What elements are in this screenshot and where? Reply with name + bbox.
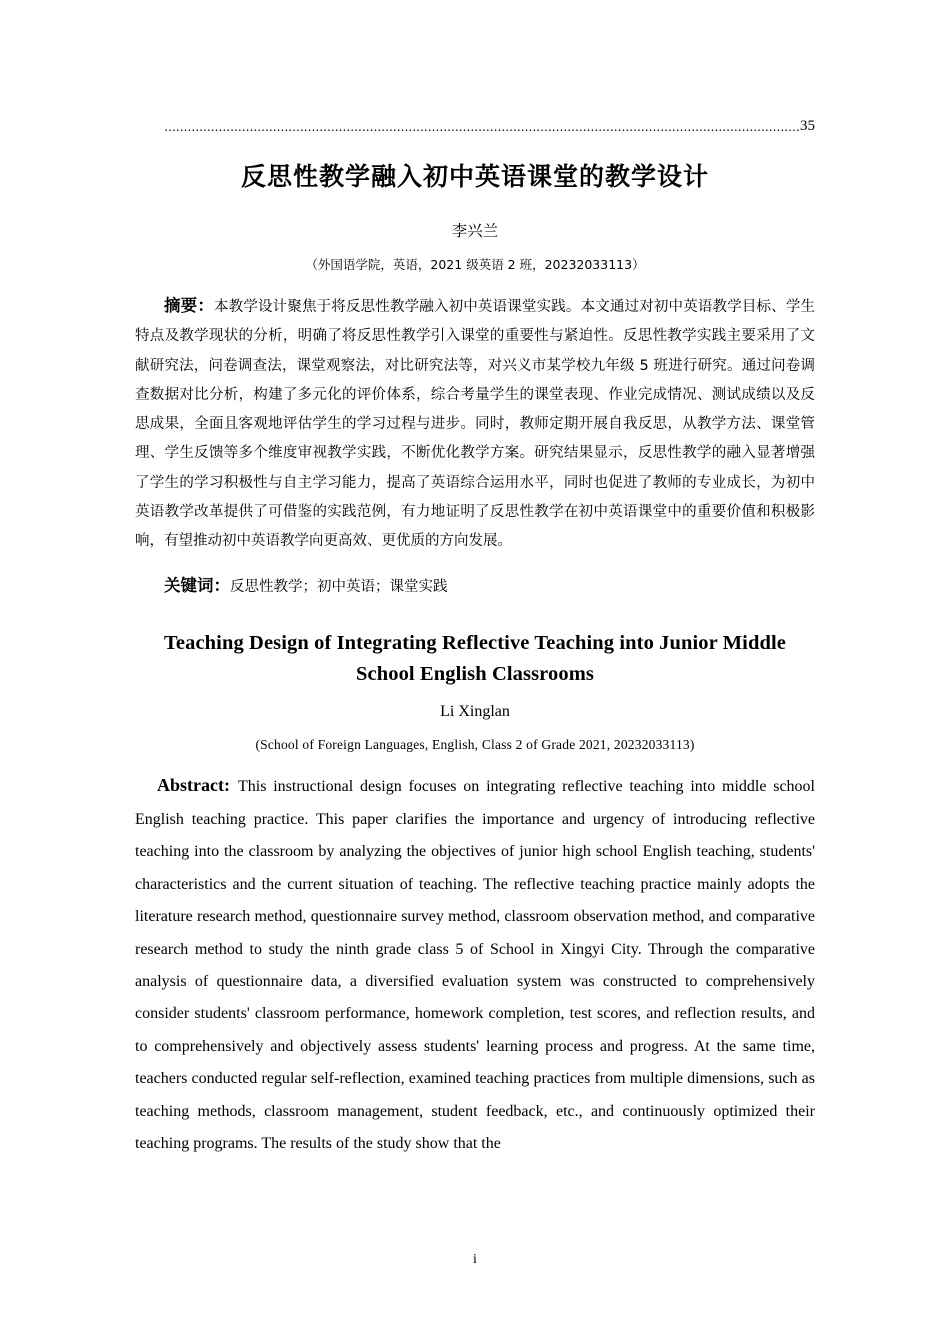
english-title: Teaching Design of Integrating Reflective Teaching into Junior Middle School English Classrooms	[164, 631, 786, 686]
toc-page-number: 35	[800, 118, 815, 134]
page-footer	[0, 1252, 950, 1268]
page-marker: i	[473, 1252, 477, 1267]
chinese-author: 李兴兰	[451, 222, 499, 240]
chinese-affiliation: （外国语学院，英语，2021 级英语 2 班，20232033113）	[305, 257, 645, 272]
chinese-keywords	[135, 569, 815, 602]
toc-dot-leader: ....................................................................................................................................................................	[164, 119, 800, 134]
english-abstract	[135, 767, 815, 1161]
english-author: Li Xinglan	[440, 703, 510, 721]
chinese-keywords-label: 关键词：	[164, 575, 230, 595]
english-abstract-text: This instructional design focuses on integrating reflective teaching into middle school English teaching practice. This paper clarifies the importance and urgency of introducing reflective teaching into the classroom by analyzing the objectives of junior high school English teaching, students' characteristics and the current situation of teaching. The reflective teaching practice mainly adopts the literature research method, questionnaire survey method, classroom observation method, and comparative research method to study the ninth grade class 5 of School in Xingyi City. Through the comparative analysis of questionnaire data, a diversified evaluation system was constructed to comprehensively consider students' classroom performance, homework completion, test scores, and reflection results, and to comprehensively and objectively assess students' learning process and progress. At the same time, teachers conducted regular self-reflection, examined teaching practices from multiple dimensions, such as teaching methods, classroom management, student feedback, etc., and continuously optimized their teaching programs. The results of the study show that the	[135, 778, 815, 1153]
page-content	[135, 0, 815, 1161]
chinese-abstract	[135, 289, 815, 557]
chinese-abstract-label: 摘要：	[164, 296, 214, 315]
english-abstract-label: Abstract:	[157, 775, 230, 796]
chinese-keywords-text: 反思性教学；初中英语；课堂实践	[230, 578, 448, 595]
chinese-abstract-text: 本教学设计聚焦于将反思性教学融入初中英语课堂实践。本文通过对初中英语教学目标、学生特点及教学现状的分析，明确了将反思性教学引入课堂的重要性与紧迫性。反思性教学实践主要采用了文献研究法，问卷调查法，课堂观察法，对比研究法等，对兴义市某学校九年级 5 班进行研究。通过问卷调查数据对比分析，构建了多元化的评价体系，综合考量学生的课堂表现、作业完成情况、测试成绩以及反思成果，全面且客观地评估学生的学习过程与进步。同时，教师定期开展自我反思，从教学方法、课堂管理、学生反馈等多个维度审视教学实践，不断优化教学方案。研究结果显示，反思性教学的融入显著增强了学生的学习积极性与自主学习能力，提高了英语综合运用水平，同时也促进了教师的专业成长，为初中英语教学改革提供了可借鉴的实践范例，有力地证明了反思性教学在初中英语课堂中的重要价值和积极影响，有望推动初中英语教学向更高效、更优质的方向发展。	[135, 299, 816, 550]
toc-leader-line	[135, 118, 815, 135]
english-affiliation: (School of Foreign Languages, English, Class 2 of Grade 2021, 20232033113)	[255, 737, 695, 753]
chinese-title: 反思性教学融入初中英语课堂的教学设计	[240, 162, 709, 191]
